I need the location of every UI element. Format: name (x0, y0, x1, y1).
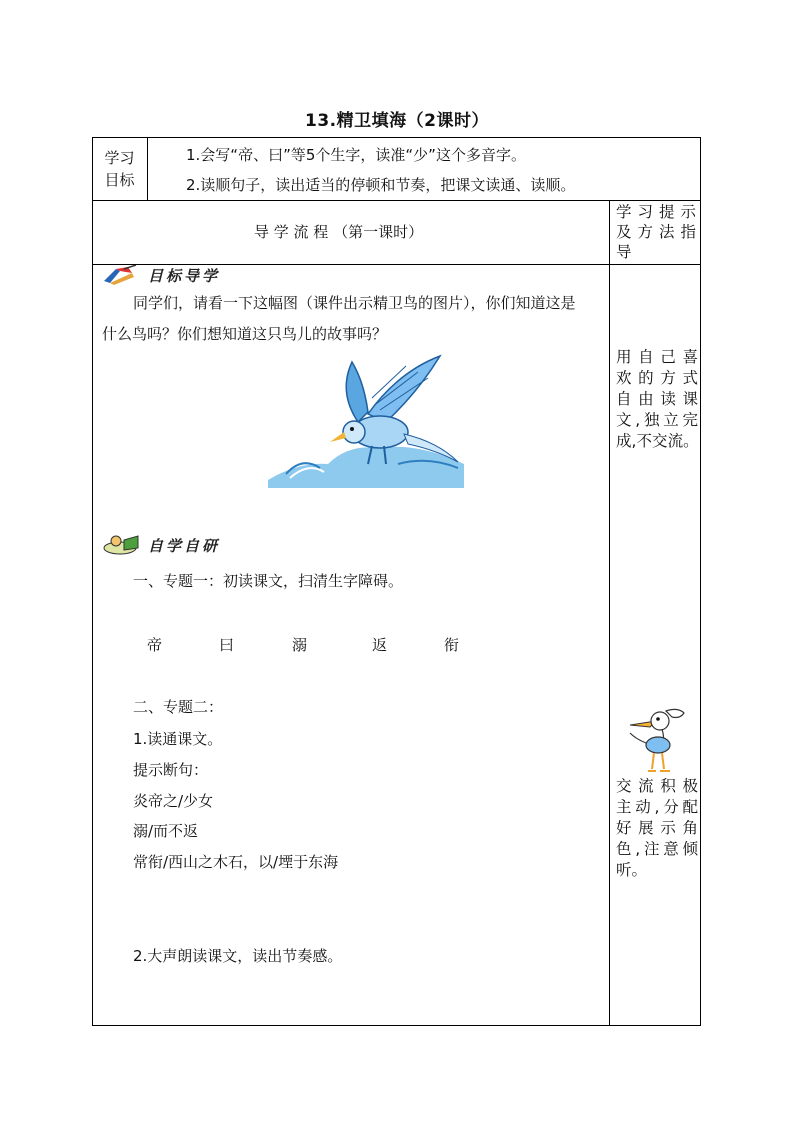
side-tip-2 (616, 776, 698, 881)
new-char-2: 曰 (219, 636, 235, 654)
topic-1: 一、专题一：初读课文，扫清生字障碍。 (133, 572, 404, 590)
topic-2: 二、专题二： (133, 698, 224, 716)
side-tip-2-line2: 主动,分配 (616, 798, 698, 816)
tips-header-line3: 导 (616, 243, 632, 261)
goals-label (92, 147, 147, 191)
table-border-top (92, 137, 701, 138)
goal-item-2: 2.读顺句子，读出适当的停顿和节奏，把课文读通、读顺。 (186, 176, 576, 194)
intro-paragraph-line2: 什么鸟吗？你们想知道这只鸟儿的故事吗？ (102, 325, 388, 343)
tips-header (616, 202, 696, 262)
intro-paragraph-line1: 同学们，请看一下这幅图（课件出示精卫鸟的图片），你们知道这是 (133, 294, 576, 312)
banner-mubiao-daoxue (102, 265, 302, 287)
banner-zixue-ziyan (102, 534, 302, 556)
side-tip-2-line4: 色,注意倾 (616, 840, 698, 858)
tips-header-line2: 及方法指 (616, 223, 696, 241)
new-char-1: 帝 (147, 636, 163, 654)
pause-line-1: 炎帝之/少女 (133, 792, 214, 810)
table-border-right (700, 137, 701, 1026)
task-read-text: 1.读通课文。 (133, 730, 223, 748)
side-tip-2-line1: 交流积极 (616, 777, 698, 795)
tips-header-line1: 学习提示 (616, 203, 696, 221)
new-char-3: 溺 (292, 636, 308, 654)
side-tip-1-line2: 欢的方式 (616, 369, 698, 387)
table-border-left (92, 137, 93, 1026)
crane-mascot-illustration (620, 703, 692, 775)
side-tip-2-line5: 听。 (616, 861, 648, 879)
task-read-aloud: 2.大声朗读课文，读出节奏感。 (133, 947, 343, 965)
side-tip-1 (616, 347, 698, 452)
new-char-4: 返 (372, 636, 388, 654)
goals-label-line2: 目标 (104, 171, 135, 189)
banner-title-2: 自学自研 (148, 537, 221, 555)
new-char-5: 衔 (444, 636, 460, 654)
side-tip-1-line1: 用自己喜 (616, 348, 698, 366)
book-person-icon (102, 534, 142, 556)
flow-header: 导 学 流 程 （第一课时） (254, 223, 424, 241)
jingwei-bird-illustration (268, 352, 464, 488)
pause-line-3: 常衔/西山之木石，以/堙于东海 (133, 853, 339, 871)
pen-book-icon (102, 265, 138, 285)
goal-item-1: 1.会写“帝、曰”等5个生字，读准“少”这个多音字。 (186, 146, 526, 164)
banner-title-1: 目标导学 (148, 267, 221, 285)
page-title: 13.精卫填海（2课时） (305, 111, 489, 131)
side-tip-1-line4: 文,独立完 (616, 411, 698, 429)
side-tip-1-line5: 成,不交流。 (616, 432, 698, 450)
goals-label-divider (147, 137, 148, 201)
pause-hint: 提示断句： (133, 761, 209, 779)
tips-column-divider (609, 200, 610, 1026)
side-tip-1-line3: 自由读课 (616, 390, 698, 408)
side-tip-2-line3: 好展示角 (616, 819, 698, 837)
pause-line-2: 溺/而不返 (133, 822, 199, 840)
goals-label-line1: 学习 (104, 149, 135, 167)
